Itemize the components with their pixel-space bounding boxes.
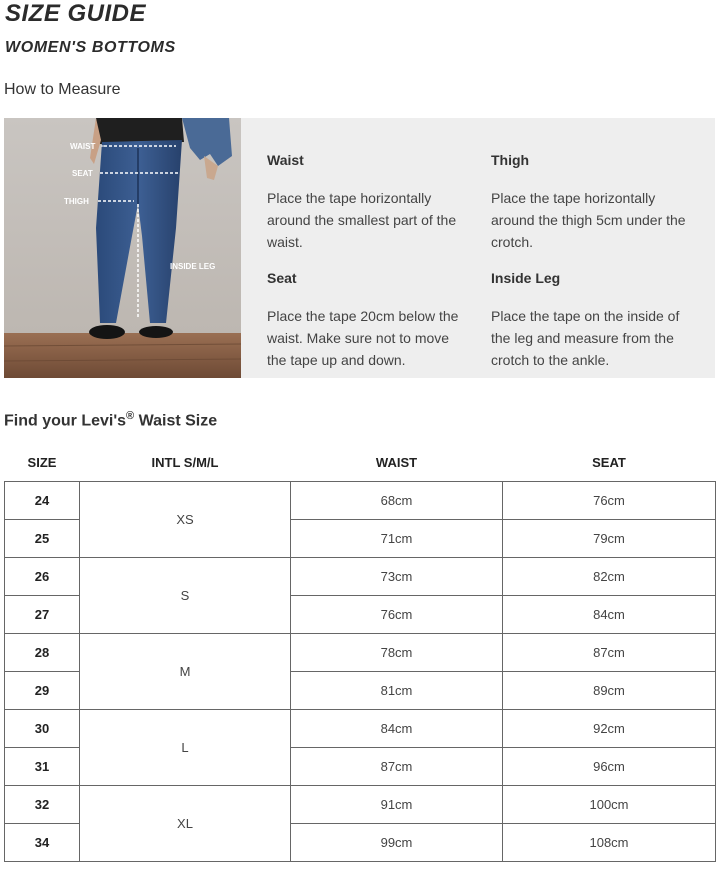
how-to-measure-panel (4, 118, 715, 378)
waist-cell: 84cm (291, 710, 503, 748)
model-illustration (4, 118, 241, 378)
table-row (5, 558, 716, 596)
header-size: SIZE (27, 455, 57, 470)
seat-cell: 96cm (503, 748, 716, 786)
waist-photo-label: WAIST (70, 142, 96, 151)
seat-photo-label: SEAT (72, 169, 93, 178)
thigh-title: Thigh (491, 152, 530, 168)
waist-cell: 99cm (291, 824, 503, 862)
waist-title: Waist (267, 152, 304, 168)
size-cell: 31 (5, 748, 80, 786)
size-cell: 32 (5, 786, 80, 824)
waist-cell: 73cm (291, 558, 503, 596)
intl-size-cell: XS (80, 482, 291, 558)
intl-size-cell: M (80, 634, 291, 710)
inside-leg-title: Inside Leg (491, 270, 561, 286)
header-intl: INTL S/M/L (151, 455, 219, 470)
find-heading-suffix: Waist Size (134, 412, 218, 430)
waist-cell: 81cm (291, 672, 503, 710)
size-cell: 27 (5, 596, 80, 634)
model-measurement-image (4, 118, 241, 378)
seat-cell: 79cm (503, 520, 716, 558)
seat-text: Place the tape 20cm below the waist. Make sure not to move the tape up and down. (267, 308, 459, 368)
seat-title: Seat (267, 270, 297, 286)
intl-size-cell: L (80, 710, 291, 786)
find-waist-size-heading (4, 406, 217, 431)
seat-cell: 84cm (503, 596, 716, 634)
intl-size-cell: XL (80, 786, 291, 862)
waist-text: Place the tape horizontally around the smallest part of the waist. (267, 190, 457, 250)
size-cell: 26 (5, 558, 80, 596)
header-waist: WAIST (375, 455, 418, 470)
registered-mark: ® (126, 410, 135, 422)
table-header-row (5, 444, 716, 482)
table-row (5, 482, 716, 520)
table-row (5, 634, 716, 672)
table-row (5, 710, 716, 748)
waist-cell: 87cm (291, 748, 503, 786)
seat-cell: 100cm (503, 786, 716, 824)
intl-size-cell: S (80, 558, 291, 634)
waist-size-table (4, 444, 716, 862)
size-table-body (5, 482, 716, 862)
size-cell: 24 (5, 482, 80, 520)
header-seat: SEAT (592, 455, 626, 470)
waist-cell: 68cm (291, 482, 503, 520)
seat-cell: 108cm (503, 824, 716, 862)
seat-cell: 76cm (503, 482, 716, 520)
inside-leg-instructions (491, 269, 691, 371)
seat-cell: 89cm (503, 672, 716, 710)
find-heading-prefix: Find your Levi's (4, 412, 127, 430)
waist-cell: 78cm (291, 634, 503, 672)
size-cell: 34 (5, 824, 80, 862)
waist-cell: 76cm (291, 596, 503, 634)
how-to-measure-heading: How to Measure (4, 81, 121, 98)
size-cell: 30 (5, 710, 80, 748)
thigh-photo-label: THIGH (64, 197, 89, 206)
seat-instructions (267, 269, 467, 371)
inside-leg-photo-label: INSIDE LEG (170, 262, 216, 271)
size-cell: 28 (5, 634, 80, 672)
seat-cell: 87cm (503, 634, 716, 672)
table-row (5, 786, 716, 824)
page-title: SIZE GUIDE (5, 0, 147, 27)
seat-cell: 92cm (503, 710, 716, 748)
page-subtitle: WOMEN'S BOTTOMS (5, 39, 176, 56)
waist-cell: 91cm (291, 786, 503, 824)
thigh-instructions (491, 151, 691, 253)
inside-leg-text: Place the tape on the inside of the leg and measure from the crotch to the ankle. (491, 308, 680, 368)
thigh-text: Place the tape horizontally around the thigh 5cm under the crotch. (491, 190, 686, 250)
size-cell: 25 (5, 520, 80, 558)
seat-cell: 82cm (503, 558, 716, 596)
waist-cell: 71cm (291, 520, 503, 558)
size-cell: 29 (5, 672, 80, 710)
waist-instructions (267, 151, 467, 253)
